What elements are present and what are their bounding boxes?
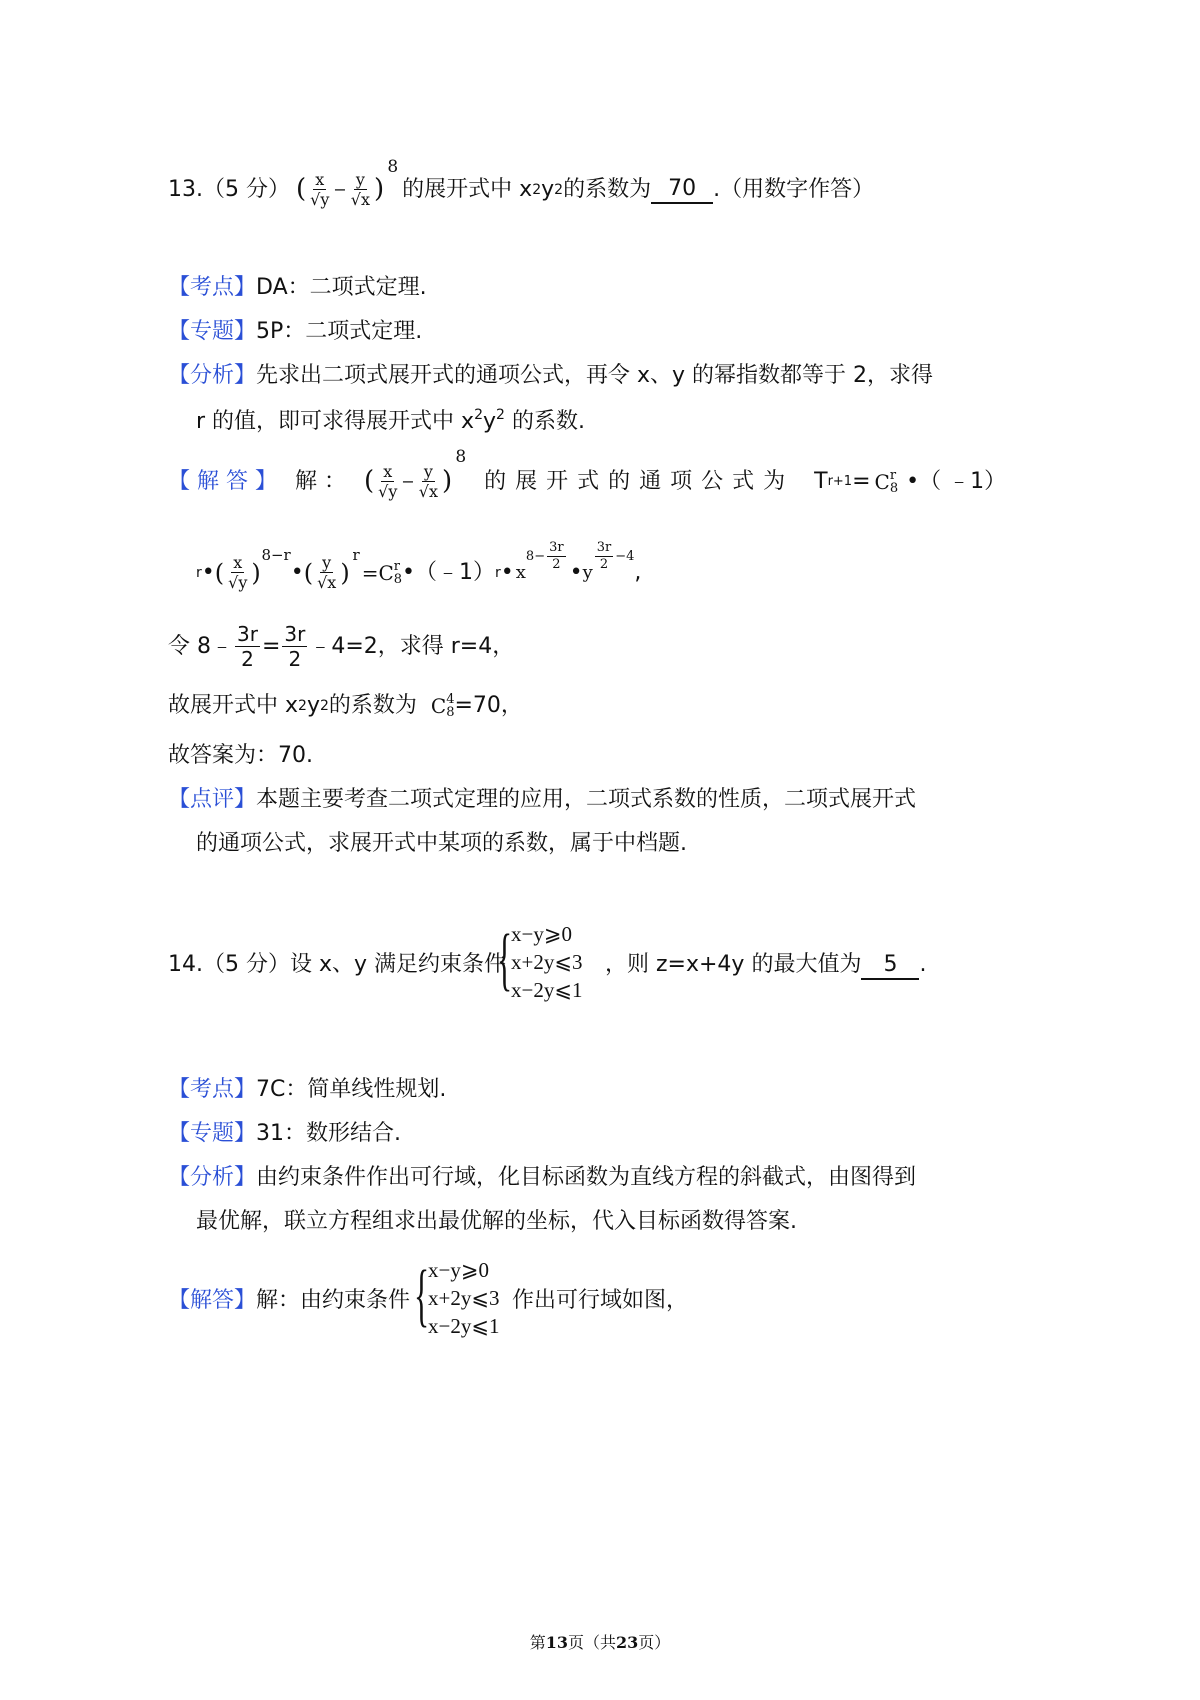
q14-jieda-right: 作出可行域如图， [512, 1288, 689, 1313]
jieda-tag: 【 解 答 】 [168, 468, 277, 494]
q14-answer: 5 [861, 952, 919, 980]
q14-jieda-left: 【解答】解：由约束条件 [168, 1288, 411, 1313]
page-total: 23 [616, 1633, 639, 1652]
q13-expression: ( $\frac{x}{√y}$ − $\frac{y}{√x}$ ) 8 [296, 156, 399, 210]
q13-fenxi: 【分析】先求出二项式展开式的通项公式，再令 x、y 的幂指数都等于 2，求得 [168, 363, 934, 388]
q14-kaodian: 【考点】7C：简单线性规划. [168, 1077, 447, 1102]
q14-score: （5 分） [203, 952, 290, 977]
page-footer: 第13页（共23页） [529, 1633, 671, 1652]
q14-fenxi: 【分析】由约束条件作出可行域，化目标函数为直线方程的斜截式，由图得到 [168, 1165, 917, 1190]
q13-kaodian: 【考点】DA：二项式定理. [168, 275, 427, 300]
fenxi-tag: 【分析】 [168, 363, 257, 388]
q13-text-before: 的展开式中 x [402, 176, 533, 202]
q14-jieda-constraint-system: { x−y⩾0 x+2y⩽3 x−2y⩽1 [414, 1257, 500, 1338]
q14-zhuanti: 【专题】31：数形结合. [168, 1121, 402, 1146]
q13-zhuanti: 【专题】5P：二项式定理. [168, 319, 423, 344]
q13-number: 13. [168, 176, 203, 202]
page-number: 13 [545, 1633, 568, 1652]
q13-fenxi-line2: r 的值，即可求得展开式中 $x^2y^2$ 的系数. [196, 407, 585, 434]
q13-jieda-expression: ( $\frac{x}{√y}$ − $\frac{y}{√x}$ ) 8 [363, 446, 467, 502]
q13-text-after: 的系数为 [563, 176, 652, 202]
q13-dianping: 【点评】本题主要考查二项式定理的应用，二项式系数的性质，二项式展开式 [168, 787, 917, 812]
q13-exponent: 8 [387, 156, 399, 177]
q13-stem: 13. （5 分） ( $\frac{x}{√y}$ − $\frac{y}{√x}$ ) 8 的展开式中 x 2 y 2 的系数为 70 .（用数字作答） [168, 156, 875, 210]
q13-answer: 70 [651, 176, 713, 204]
q14-fenxi-line2: 最优解，联立方程组求出最优解的坐标，代入目标函数得答案. [196, 1209, 797, 1234]
q14-constraint-system: { x−y⩾0 x+2y⩽3 x−2y⩽1 [497, 921, 583, 1002]
q13-jieda-line1: 【 解 答 】 解 ： ( $\frac{x}{√y}$ − $\frac{y}{√x}$ ) 8 的 展 开 式 的 通 项 公 式 为 T r+1 = C r 8 •（ ﹣1） [168, 446, 1007, 502]
q13-gu-line2: 故答案为：70. [168, 743, 313, 768]
q14-stem-left: 14.（5 分）设 x、y 满足约束条件 [168, 952, 507, 977]
q14-stem-right: ，则 z=x+4y 的最大值为 5 . [605, 952, 926, 980]
zhuanti-tag: 【专题】 [168, 319, 257, 344]
q13-score: （5 分） [203, 176, 290, 202]
combination-C: C r 8 [874, 468, 899, 496]
kaodian-tag: 【考点】 [168, 275, 257, 300]
q13-dianping-line2: 的通项公式，求展开式中某项的系数，属于中档题. [196, 831, 687, 856]
dianping-tag: 【点评】 [168, 787, 257, 812]
q13-gu-line1: 故展开式中 x 2 y 2 的系数为 C 4 8 =70， [168, 692, 523, 720]
q13-ling-line: 令 8﹣ $\frac{3r}{2}$ = $\frac{3r}{2}$ ﹣4=2，求得 r=4， [168, 622, 515, 671]
brace-glyph: { [497, 921, 513, 998]
q13-jieda-line2: r • ( $\frac{x}{√y}$ ) 8−r • ( $\frac{y}{√x}$ ) r =C r 8 •（﹣1） r • x 8− $\frac{3r}{2}$ • y $\frac{3r}{2}$ −4 , [196, 540, 642, 593]
q14-number: 14. [168, 952, 203, 977]
